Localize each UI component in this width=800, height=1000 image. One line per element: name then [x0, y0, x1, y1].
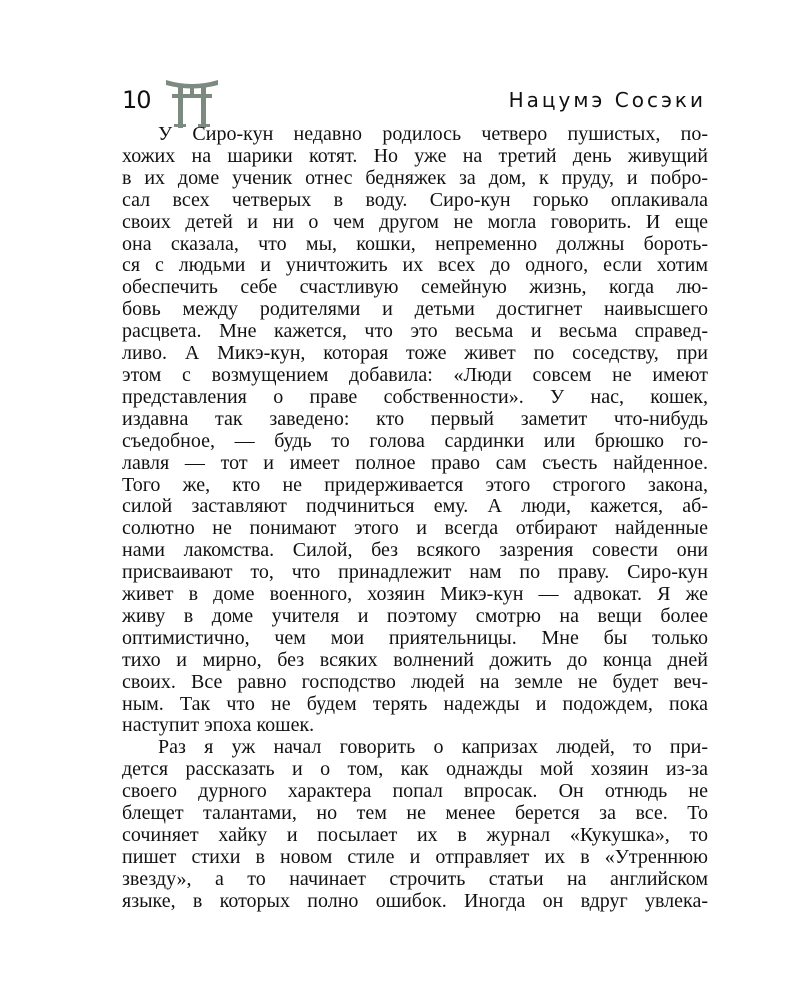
paragraph	[122, 737, 708, 912]
text-line: пишет стихи в новом стиле и отправляет их в «Утреннюю	[122, 845, 708, 868]
text-line: хожих на шарики котят. Но уже на третий день живущий	[122, 144, 708, 167]
body-text	[122, 124, 708, 913]
text-line: солютно не понимают этого и всегда отбирают найденные	[122, 517, 708, 540]
text-line: блещет талантами, но тем не менее берется за все. То	[122, 802, 708, 825]
page-number: 10	[122, 86, 151, 114]
running-title: Нацумэ Сосэки	[508, 88, 706, 112]
text-line: своего дурного характера попал впросак. Он отнюдь не	[122, 780, 708, 803]
text-line: в их доме ученик отнес бедняжек за дом, к пруду, и побро-	[122, 166, 708, 189]
text-line: лавля — тот и имеет полное право сам съесть найденное.	[122, 451, 708, 474]
paragraph	[122, 124, 708, 737]
text-line: ным. Так что не будем терять надежды и подождем, пока	[122, 692, 708, 715]
page-header	[122, 74, 706, 130]
text-line: сочиняет хайку и посылает их в журнал «Кукушка», то	[122, 824, 708, 846]
text-line: Раз я уж начал говорить о капризах людей, то при-	[158, 736, 708, 759]
text-line: съедобное, — будь то голова сардинки или брюшко го-	[122, 429, 708, 452]
text-line: живу в доме учителя и поэтому смотрю на вещи более	[122, 604, 708, 627]
text-line: Того же, кто не придерживается этого строгого закона,	[122, 473, 708, 496]
text-line: своих детей и ни о чем другом не могла говорить. И еще	[122, 210, 708, 233]
text-line: звезду», а то начинает строчить статьи на английском	[122, 867, 708, 890]
text-line: она сказала, что мы, кошки, непременно должны бороть-	[122, 232, 708, 255]
torii-icon	[164, 74, 220, 130]
text-line: дется рассказать и о том, как однажды мой хозяин из-за	[122, 758, 708, 781]
text-line: сал всех четверых в воду. Сиро-кун горько оплакивала	[122, 188, 708, 211]
text-line: наступит эпоха кошек.	[122, 714, 315, 737]
text-line: оптимистично, чем мои приятельницы. Мне бы только	[122, 626, 708, 649]
text-line: языке, в которых полно ошибок. Иногда он вдруг увлека-	[122, 889, 708, 912]
text-line: издавна так заведено: кто первый заметит что-нибудь	[122, 407, 708, 430]
text-line: У Сиро-кун недавно родилось четверо пушистых, по-	[158, 123, 708, 145]
text-line: бовь между родителями и детьми достигнет наивысшего	[122, 298, 708, 321]
text-line: расцвета. Мне кажется, что это весьма и весьма справед-	[122, 320, 708, 343]
text-line: этом с возмущением добавила: «Люди совсем не имеют	[122, 363, 708, 386]
text-line: нами лакомства. Силой, без всякого зазрения совести они	[122, 539, 708, 562]
text-line: живет в доме военного, хозяин Микэ-кун — адвокат. Я же	[122, 583, 708, 606]
text-line: обеспечить себе счастливую семейную жизнь, когда лю-	[122, 276, 708, 299]
text-line: присваивают то, что принадлежит нам по праву. Сиро-кун	[122, 561, 708, 584]
text-line: силой заставляют подчиниться ему. А люди, кажется, аб-	[122, 495, 708, 518]
text-line: представления о праве собственности». У нас, кошек,	[122, 385, 708, 408]
text-line: ся с людьми и уничтожить их всех до одного, если хотим	[122, 254, 708, 277]
text-line: своих. Все равно господство людей на земле не будет веч-	[122, 670, 708, 693]
text-line: тихо и мирно, без всяких волнений дожить до конца дней	[122, 648, 708, 671]
text-line: ливо. А Микэ-кун, которая тоже живет по соседству, при	[122, 342, 708, 365]
